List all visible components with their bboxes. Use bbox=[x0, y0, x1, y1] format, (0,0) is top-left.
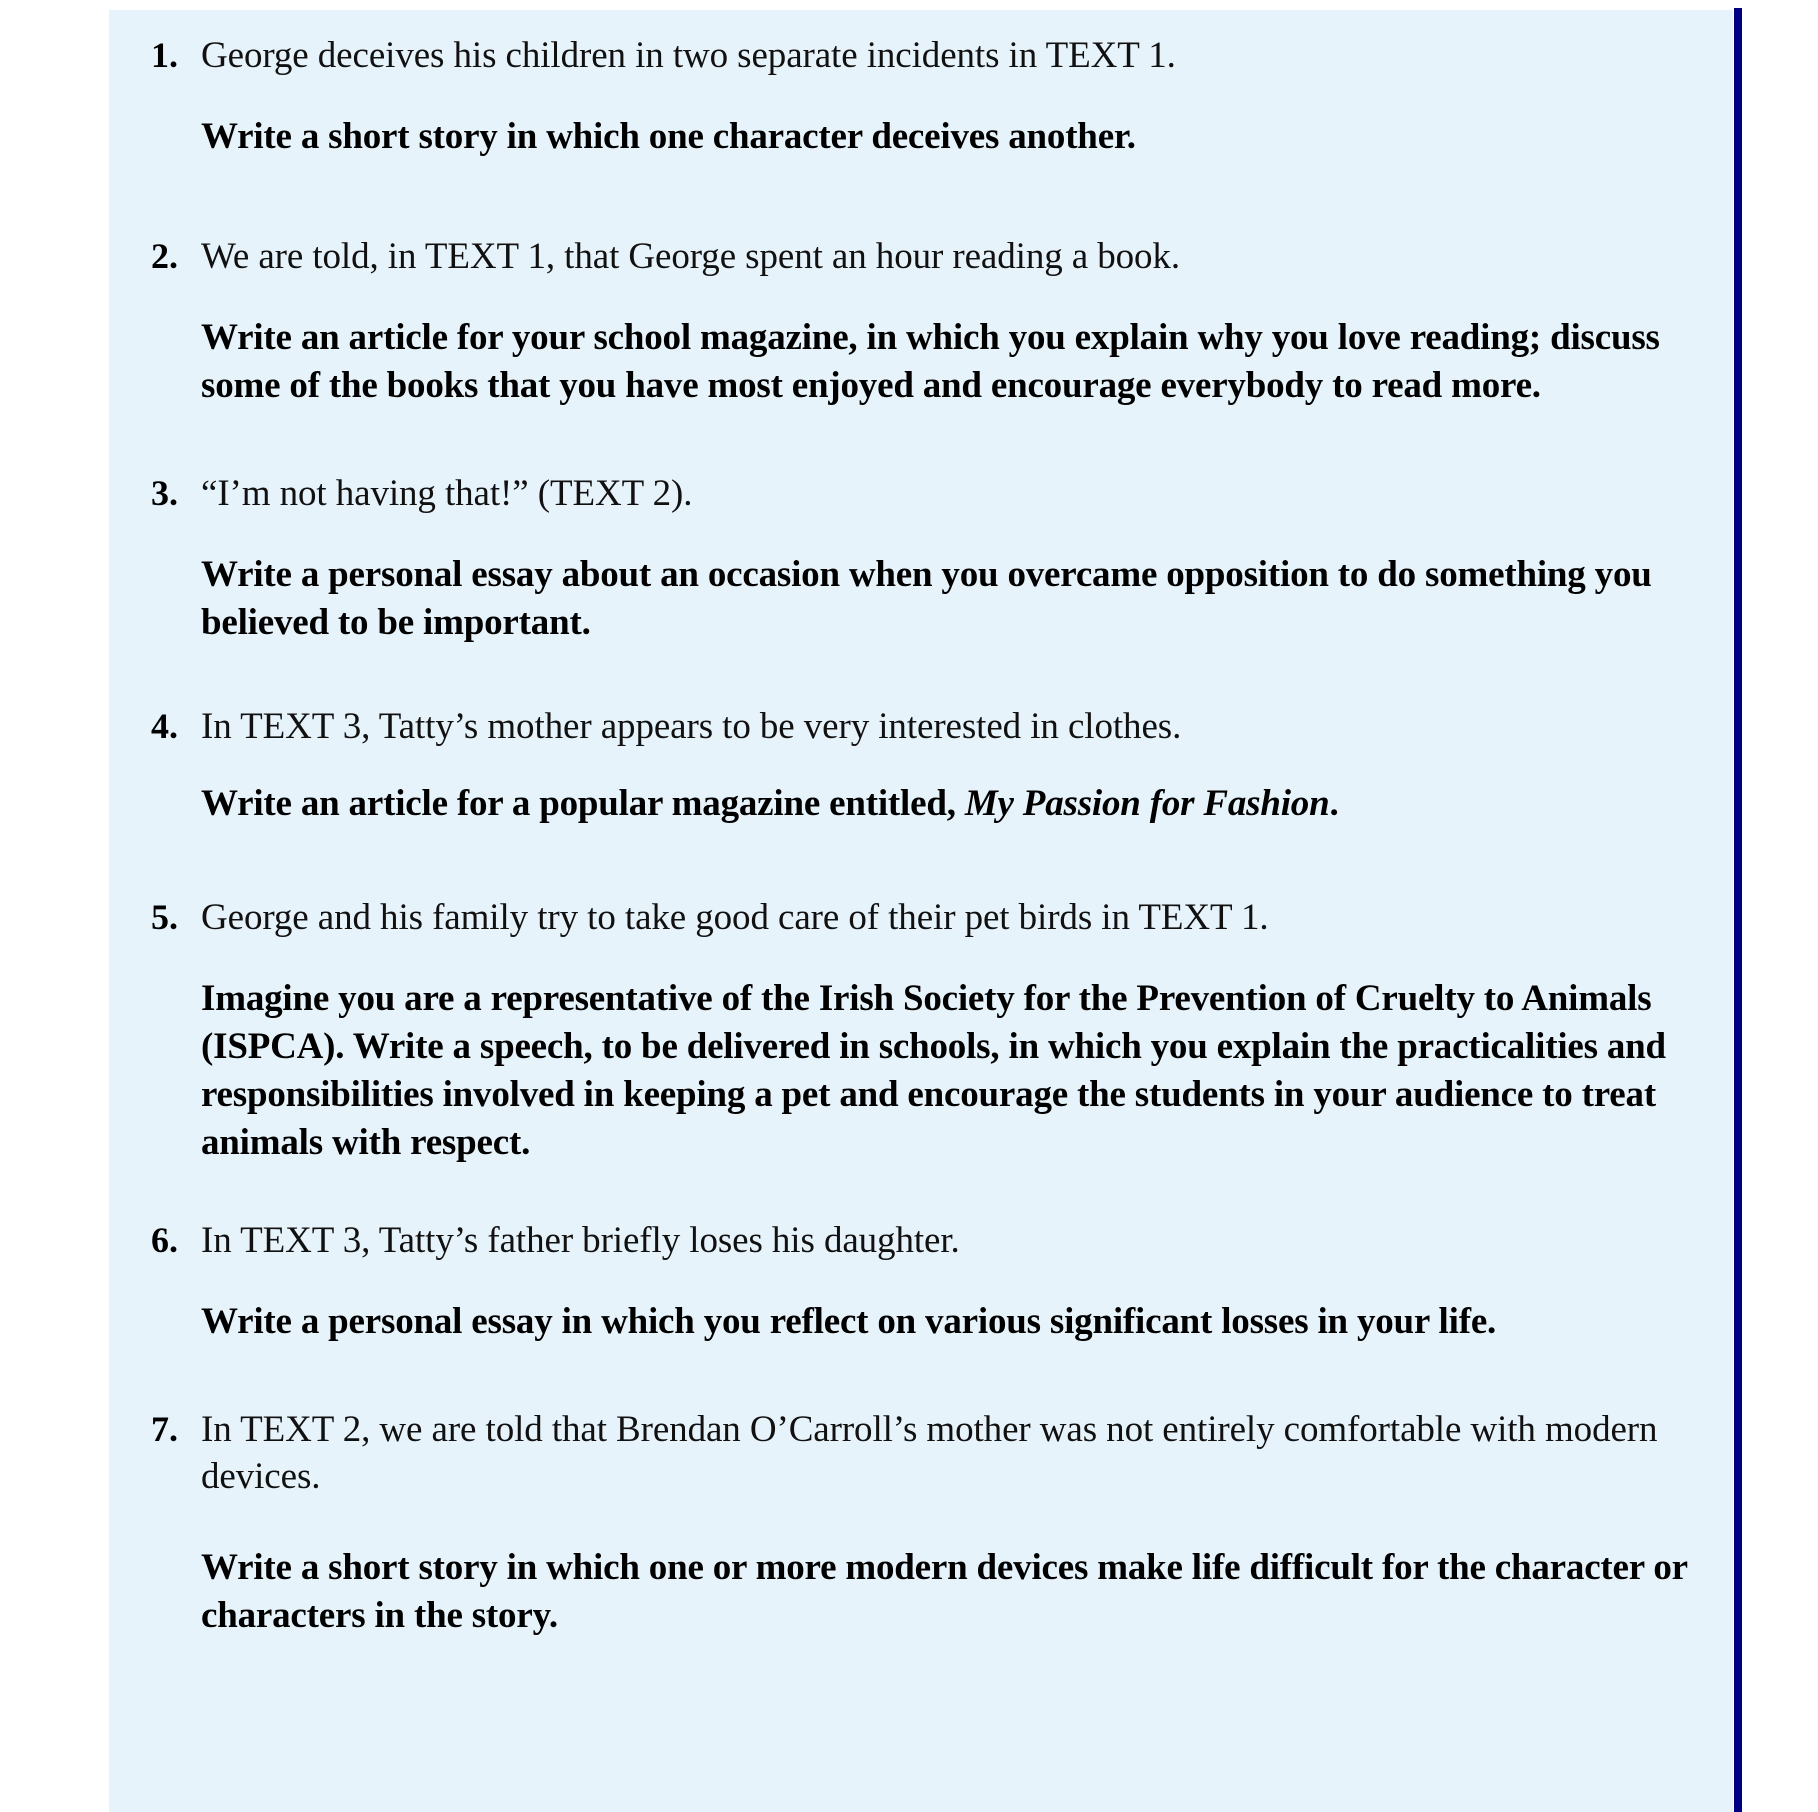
question-number: 1. bbox=[151, 35, 178, 75]
question-row bbox=[109, 1217, 1733, 1346]
task-text: Write an article for your school magazine, in which you explain why you love reading; discuss some of the books that you have most enjoyed and encourage everybody to read more. bbox=[201, 317, 1660, 406]
item-spacer bbox=[109, 410, 1733, 470]
task-title-italic: My Passion for Fashion bbox=[964, 783, 1330, 824]
question-body bbox=[201, 703, 1733, 828]
question-prompt: In TEXT 3, Tatty’s father briefly loses his daughter. bbox=[201, 1220, 960, 1261]
question-number: 4. bbox=[151, 706, 178, 746]
question-number: 5. bbox=[151, 897, 178, 937]
question-task bbox=[201, 113, 1691, 161]
question-row bbox=[109, 894, 1733, 1167]
question-prompt: George deceives his children in two separate incidents in TEXT 1. bbox=[201, 35, 1176, 76]
item-spacer bbox=[109, 828, 1733, 894]
item-spacer bbox=[109, 647, 1733, 703]
question-item-4 bbox=[109, 703, 1733, 828]
item-spacer bbox=[109, 1167, 1733, 1217]
task-text-lead: Write an article for a popular magazine entitled, bbox=[201, 783, 965, 824]
spacer bbox=[201, 941, 1691, 975]
question-body bbox=[201, 1406, 1733, 1640]
question-row bbox=[109, 703, 1733, 828]
question-prompt: In TEXT 2, we are told that Brendan O’Carroll’s mother was not entirely comfortable with modern devices. bbox=[201, 1409, 1658, 1497]
question-prompt: In TEXT 3, Tatty’s mother appears to be very interested in clothes. bbox=[201, 706, 1182, 747]
question-prompt: We are told, in TEXT 1, that George spent an hour reading a book. bbox=[201, 236, 1180, 277]
task-text: Write a short story in which one character deceives another. bbox=[201, 116, 1136, 157]
question-item-1 bbox=[109, 10, 1733, 161]
question-body bbox=[201, 32, 1733, 161]
question-task bbox=[201, 1544, 1691, 1640]
question-row bbox=[109, 1406, 1733, 1640]
spacer bbox=[201, 1264, 1691, 1298]
question-task bbox=[201, 780, 1691, 828]
question-item-2 bbox=[109, 233, 1733, 410]
question-item-3 bbox=[109, 470, 1733, 647]
question-row bbox=[109, 470, 1733, 647]
question-number: 6. bbox=[151, 1220, 178, 1260]
spacer bbox=[201, 79, 1691, 113]
spacer bbox=[201, 517, 1691, 551]
question-item-6 bbox=[109, 1217, 1733, 1346]
task-text: Write a personal essay about an occasion when you overcame opposition to do something you believed to be important. bbox=[201, 554, 1652, 643]
question-prompt: George and his family try to take good care of their pet birds in TEXT 1. bbox=[201, 897, 1269, 938]
question-body bbox=[201, 233, 1733, 410]
item-spacer bbox=[109, 1346, 1733, 1406]
task-text: Write a short story in which one or more modern devices make life difficult for the character or characters in the story. bbox=[201, 1547, 1688, 1636]
question-item-7 bbox=[109, 1406, 1733, 1640]
item-spacer bbox=[109, 161, 1733, 233]
task-text-tail: . bbox=[1329, 783, 1339, 824]
task-text: Write a personal essay in which you reflect on various significant losses in your life. bbox=[201, 1301, 1497, 1342]
question-task bbox=[201, 551, 1691, 647]
task-text: Imagine you are a representative of the Irish Society for the Prevention of Cruelty to Animals (ISPCA). Write a speech, to be delivered in schools, in which you explain the practicalities and responsibilities involved in keeping a pet and encourage the students in your audience to treat animals with respect. bbox=[201, 978, 1666, 1163]
question-task bbox=[201, 975, 1691, 1167]
question-task bbox=[201, 1298, 1691, 1346]
question-number: 3. bbox=[151, 473, 178, 513]
question-list bbox=[109, 10, 1733, 1640]
question-row bbox=[109, 32, 1733, 161]
question-body bbox=[201, 470, 1733, 647]
question-number: 7. bbox=[151, 1409, 178, 1449]
questions-panel bbox=[109, 10, 1733, 1812]
spacer bbox=[201, 1500, 1691, 1544]
question-item-5 bbox=[109, 894, 1733, 1167]
question-number: 2. bbox=[151, 236, 178, 276]
question-task bbox=[201, 314, 1691, 410]
right-margin-rule bbox=[1734, 8, 1742, 1812]
question-prompt: “I’m not having that!” (TEXT 2). bbox=[201, 473, 693, 514]
question-body bbox=[201, 894, 1733, 1167]
question-row bbox=[109, 233, 1733, 410]
spacer bbox=[201, 280, 1691, 314]
question-body bbox=[201, 1217, 1733, 1346]
spacer bbox=[201, 750, 1691, 780]
